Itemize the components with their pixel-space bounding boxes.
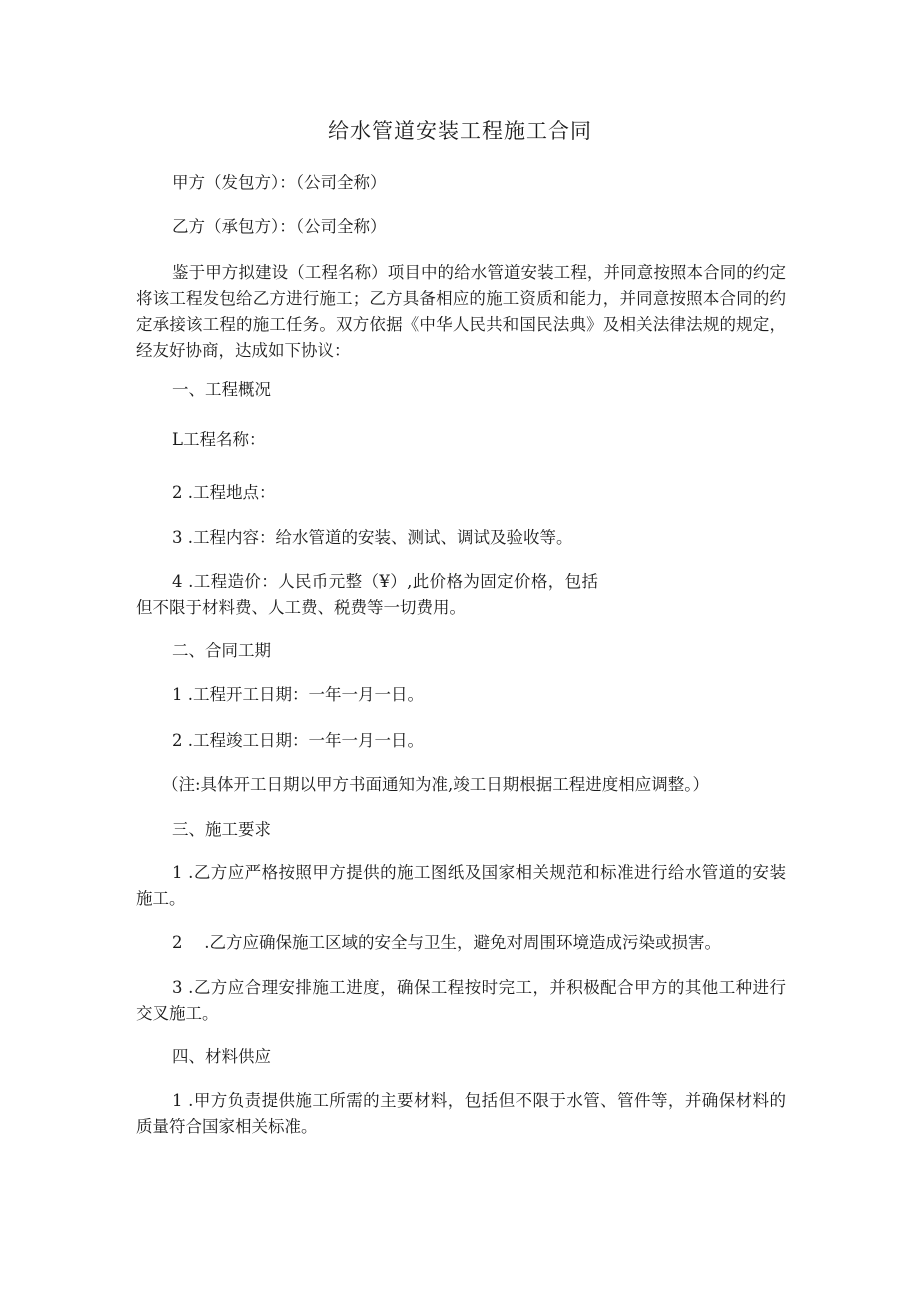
document-title: 给水管道安装工程施工合同 — [328, 119, 592, 143]
clause-start-date: 1 .工程开工日期：一年一月一日。 — [172, 685, 424, 704]
clause-completion-date: 2 .工程竣工日期：一年一月一日。 — [172, 731, 424, 750]
section-heading-requirements: 三、施工要求 — [172, 820, 271, 839]
clause-requirement-2: 2 .乙方应确保施工区域的安全与卫生，避免对周围环境造成污染或损害。 — [172, 933, 721, 952]
section-heading-schedule: 二、合同工期 — [172, 641, 271, 660]
clause-requirement-1: 1 .乙方应严格按照甲方提供的施工图纸及国家相关规范和标准进行给水管道的安装施工。 — [136, 863, 786, 908]
schedule-note: （注:具体开工日期以甲方书面通知为准,竣工日期根据工程进度相应调整。） — [162, 775, 710, 794]
clause-requirement-3: 3 .乙方应合理安排施工进度，确保工程按时完工，并积极配合甲方的其他工种进行交叉施工。 — [136, 978, 786, 1023]
preamble-paragraph: 鉴于甲方拟建设（工程名称）项目中的给水管道安装工程，并同意按照本合同的约定将该工程发包给乙方进行施工；乙方具备相应的施工资质和能力，并同意按照本合同的约定承接该工程的施工任务。双方依据《中华人民共和国民法典》及相关法律法规的规定，经友好协商，达成如下协议： — [136, 263, 786, 360]
clause-project-cost: 4 .工程造价：人民币元整（¥）,此价格为固定价格，包括但不限于材料费、人工费、税费等一切费用。 — [136, 572, 598, 617]
party-b-line: 乙方（承包方）：（公司全称） — [172, 217, 387, 236]
section-heading-materials: 四、材料供应 — [172, 1047, 271, 1066]
clause-project-name: L工程名称： — [172, 430, 266, 449]
clause-project-content: 3 .工程内容：给水管道的安装、测试、调试及验收等。 — [172, 528, 573, 547]
party-a-line: 甲方（发包方）：（公司全称） — [172, 173, 387, 192]
clause-project-location: 2 .工程地点： — [172, 483, 276, 502]
clause-materials-1: 1 .甲方负责提供施工所需的主要材料，包括但不限于水管、管件等，并确保材料的质量符合国家相关标准。 — [136, 1091, 786, 1136]
section-heading-overview: 一、工程概况 — [172, 380, 271, 399]
